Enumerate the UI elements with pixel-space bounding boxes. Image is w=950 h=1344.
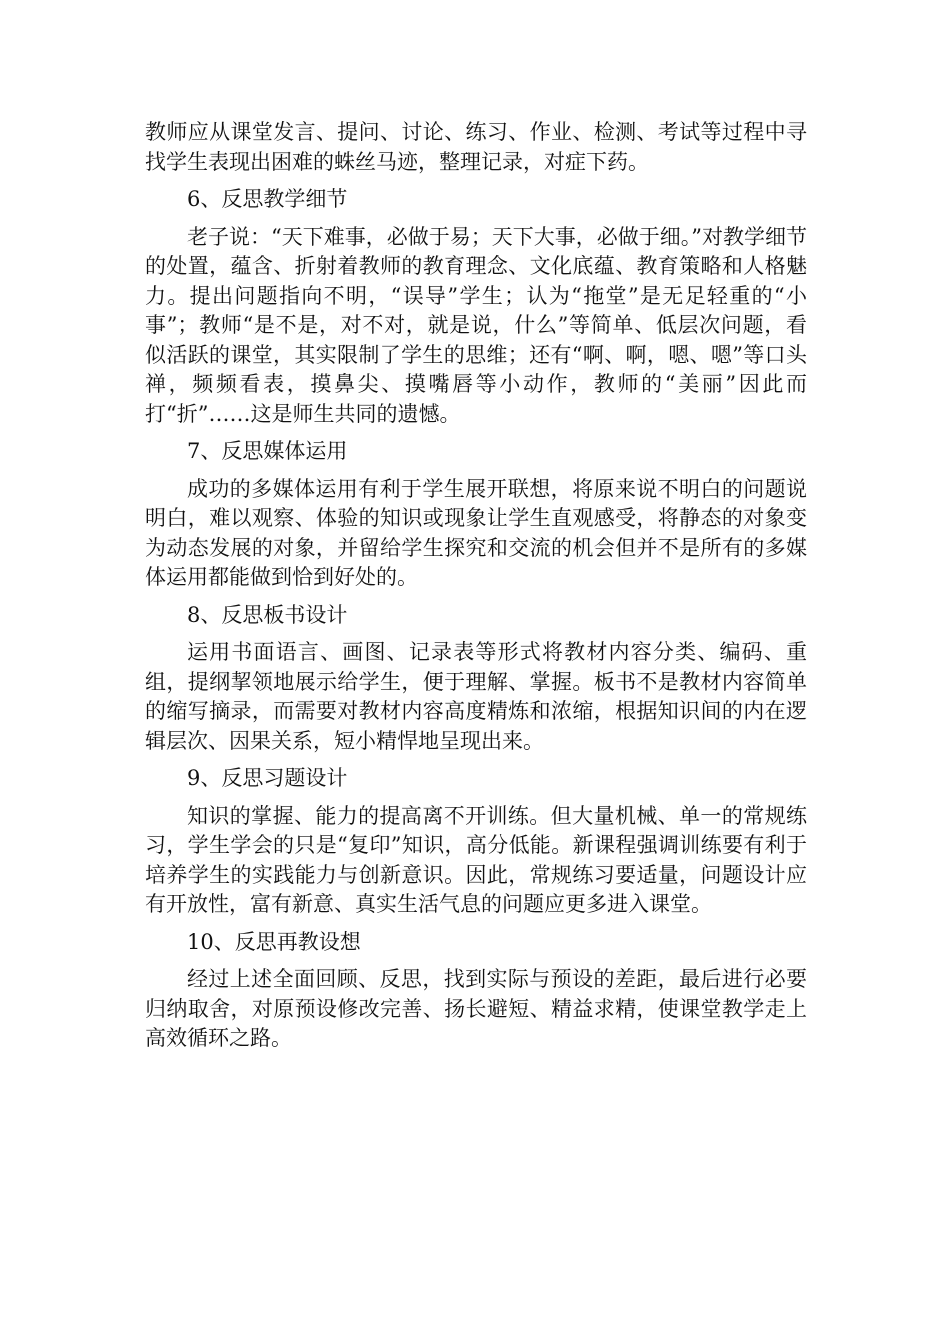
section-body-10: 经过上述全面回顾、反思，找到实际与预设的差距，最后进行必要归纳取舍，对原预设修改完善、扬长避短、精益求精，使课堂教学走上高效循环之路。 [145, 967, 807, 1050]
intro-paragraph: 教师应从课堂发言、提问、讨论、练习、作业、检测、考试等过程中寻找学生表现出困难的蛛丝马迹，整理记录，对症下药。 [145, 120, 807, 174]
section-body-9: 知识的掌握、能力的提高离不开训练。但大量机械、单一的常规练习，学生学会的只是“复印”知识，高分低能。新课程强调训练要有利于培养学生的实践能力与创新意识。因此，常规练习要适量，问题设计应有开放性，富有新意、真实生活气息的问题应更多进入课堂。 [145, 803, 807, 916]
section-heading-9: 9、反思习题设计 [187, 766, 348, 790]
section-body-8: 运用书面语言、画图、记录表等形式将教材内容分类、编码、重组，提纲挈领地展示给学生，便于理解、掌握。板书不是教材内容简单的缩写摘录，而需要对教材内容高度精炼和浓缩，根据知识间的内在逻辑层次、因果关系，短小精悍地呈现出来。 [145, 640, 807, 753]
section-heading-6: 6、反思教学细节 [187, 187, 348, 211]
section-heading-8: 8、反思板书设计 [187, 602, 348, 627]
section-body-7: 成功的多媒体运用有利于学生展开联想，将原来说不明白的问题说明白，难以观察、体验的知识或现象让学生直观感受，将静态的对象变为动态发展的对象，并留给学生探究和交流的机会但并不是所有的多媒体运用都能做到恰到好处的。 [145, 476, 807, 589]
section-heading-10: 10、反思再教设想 [187, 929, 361, 954]
section-body-6: 老子说：“天下难事，必做于易；天下大事，必做于细。”对教学细节的处置，蕴含、折射着教师的教育理念、文化底蕴、教育策略和人格魅力。提出问题指向不明，“误导”学生；认为“拖堂”是无足轻重的“小事”；教师“是不是，对不对，就是说，什么”等简单、低层次问题，看似活跃的课堂，其实限制了学生的思维；还有“啊、啊，嗯、嗯”等口头禅，频频看表，摸鼻尖、摸嘴唇等小动作，教师的“美丽”因此而打“折”……这是师生共同的遗憾。 [145, 224, 807, 426]
document-page [145, 118, 807, 1054]
section-heading-7: 7、反思媒体运用 [187, 439, 348, 463]
